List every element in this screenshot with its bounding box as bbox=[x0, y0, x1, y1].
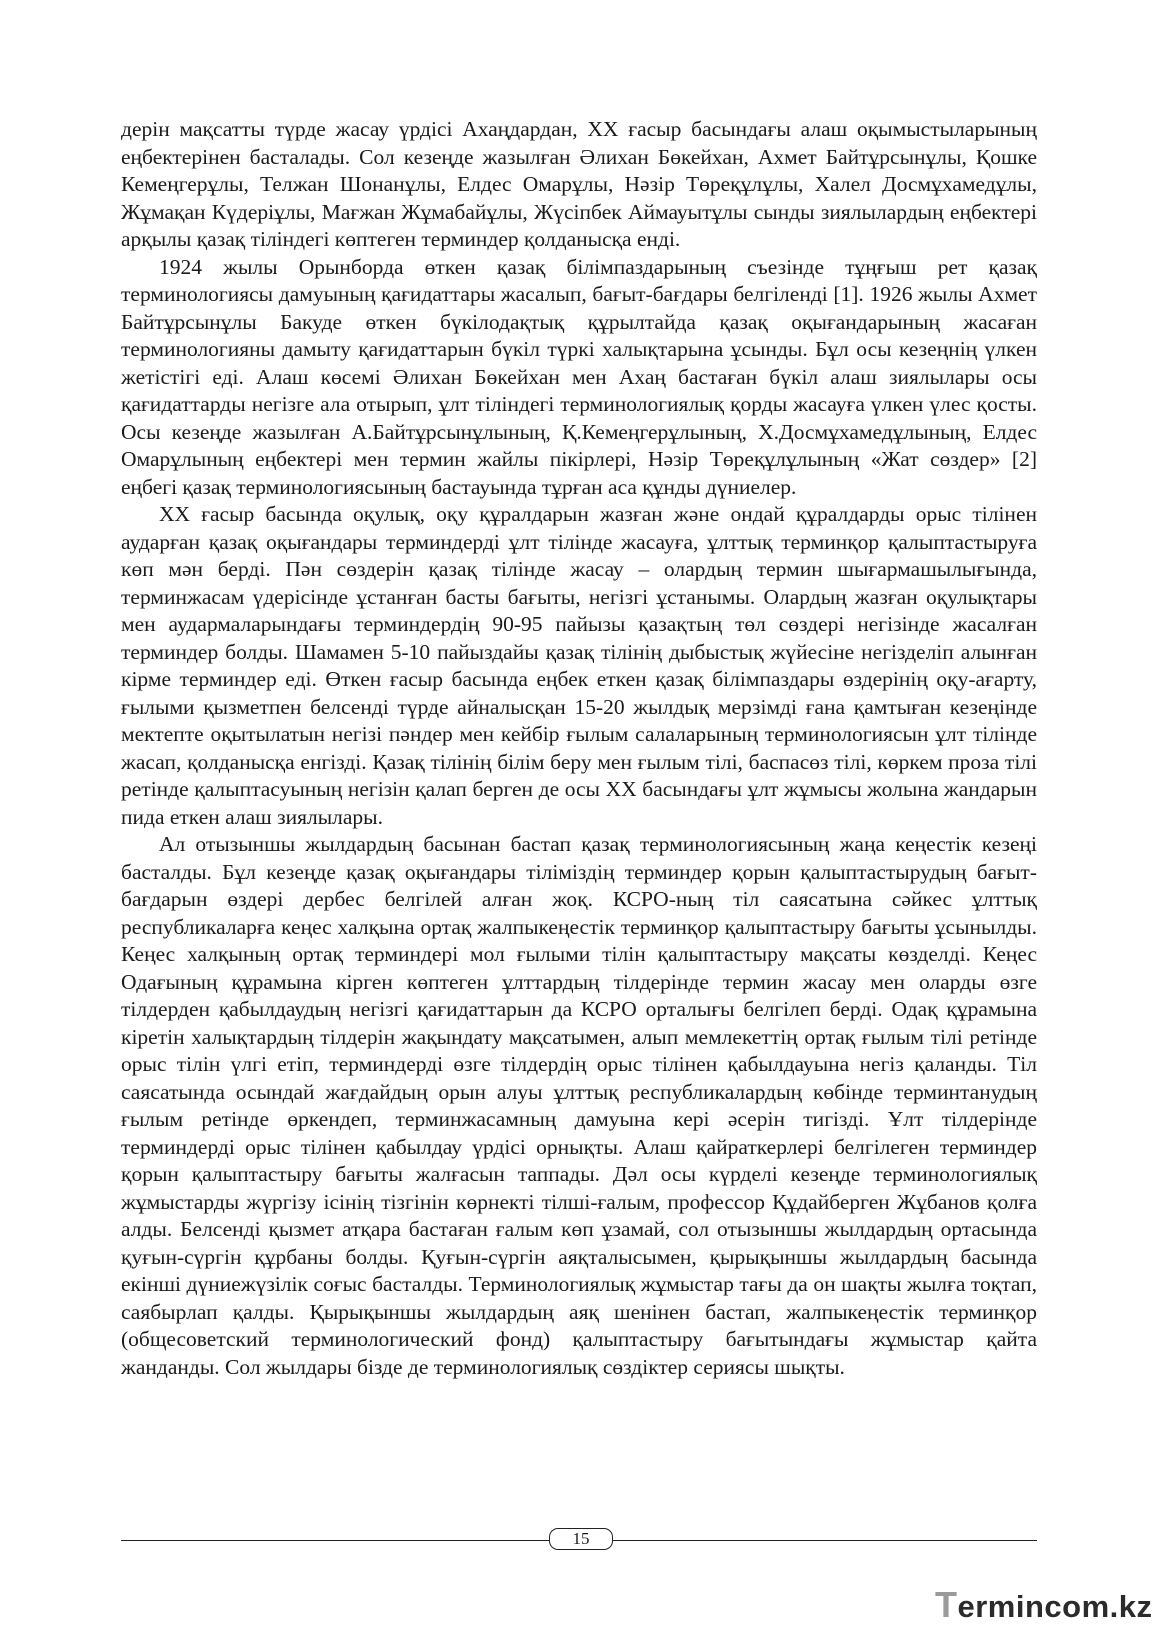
page-body bbox=[121, 116, 1037, 1381]
page-number: 15 bbox=[549, 1528, 613, 1550]
footer-rule-right bbox=[613, 1540, 1037, 1541]
watermark-t-icon: T bbox=[935, 1584, 958, 1625]
paragraph-2: 1924 жылы Орынборда өткен қазақ білімпаздарының съезінде тұңғыш рет қазақ терминологиясы дамуының қағидаттары жасалып, бағыт-бағдары белгіленді [1]. 1926 жылы Ахмет Байтұрсынұлы Бакуде өткен бүкілодақтық құрылтайда қазақ оқығандарының жасаған терминологияны дамыту қағидаттарын бүкіл түркі халықтарына ұсынды. Бұл осы кезеңнің үлкен жетістігі еді. Алаш көсемі Әлихан Бөкейхан мен Ахаң бастаған бүкіл алаш зиялылары осы қағидаттарды негізге ала отырып, ұлт тіліндегі терминологиялық қорды жасауға үлкен үлес қосты. Осы кезеңде жазылған А.Байтұрсынұлының, Қ.Кемеңгерұлының, Х.Досмұхамедұлының, Елдес Омарұлының еңбектері мен термин жайлы пікірлері, Нәзір Төреқұлұлының «Жат сөздер» [2] еңбегі қазақ терминологиясының бастауында тұрған аса құнды дүниелер. bbox=[121, 254, 1037, 499]
paragraph-4: Ал отызыншы жылдардың басынан бастап қазақ терминологиясының жаңа кеңестік кезеңі басталды. Бұл кезеңде қазақ оқығандары тіліміздің терминдер қорын қалыптастырудың бағыт-бағдарын өздері дербес белгілей алған жоқ. КСРО-ның тіл саясатына сәйкес ұлттық республикаларға кеңес халқына ортақ жалпыкеңестік терминқор қалыптастыру бағыты ұсынылды. Кеңес халқының ортақ терминдері мол ғылыми тілін қалыптастыру мақсаты көзделді. Кеңес Одағының құрамына кірген көптеген ұлттардың тілдерінде термин жасау мен оларды өзге тілдерден қабылдаудың негізгі қағидаттарын да КСРО орталығы белгілеп берді. Одақ құрамына кіретін халықтардың тілдерін жақындату мақсатымен, алып мемлекеттің ортақ ғылым тілі ретінде орыс тілін үлгі етіп, терминдерді өзге тілдердің орыс тілінен қабылдауына негіз қаланды. Тіл саясатында осындай жағдайдың орын алуы ұлттық республикалардың көбінде терминтанудың ғылым ретінде өркендеп, терминжасамның дамуына кері әсерін тигізді. Ұлт тілдерінде терминдерді орыс тілінен қабылдау үрдісі орнықты. Алаш қайраткерлері белгілеген терминдер қорын қалыптастыру бағыты жалғасын таппады. Дәл осы күрделі кезеңде терминологиялық жұмыстарды жүргізу ісінің тізгінін көрнекті тілші-ғалым, профессор Құдайберген Жұбанов қолға алды. Белсенді қызмет атқара бастаған ғалым көп ұзамай, сол отызыншы жылдардың ортасында қуғын-сүргін құрбаны болды. Қуғын-сүргін аяқталысымен, қырықыншы жылдардың басында екінші дүниежүзілік соғыс басталды. Терминологиялық жұмыстар тағы да он шақты жылға тоқтап, саябырлап қалды. Қырықыншы жылдардың аяқ шенінен бастап, жалпыкеңестік терминқор (общесоветский терминологический фонд) қалыптастыру бағытындағы жұмыстар қайта жанданды. Сол жылдары бізде де терминологиялық сөздіктер сериясы шықты. bbox=[121, 832, 1037, 1379]
site-watermark-logo bbox=[935, 1584, 1153, 1625]
footer-rule-left bbox=[121, 1540, 549, 1541]
paragraph-1: дерін мақсатты түрде жасау үрдісі Ахаңдардан, ХХ ғасыр басындағы алаш оқымыстыларының еңбектерінен басталады. Сол кезеңде жазылған Әлихан Бөкейхан, Ахмет Байтұрсынұлы, Қошке Кемеңгерұлы, Телжан Шонанұлы, Елдес Омарұлы, Нәзір Төреқұлұлы, Халел Досмұхамедұлы, Жұмақан Күдеріұлы, Мағжан Жұмабайұлы, Жүсіпбек Аймауытұлы сынды зиялылардың еңбектері арқылы қазақ тіліндегі көптеген терминдер қолданысқа енді. bbox=[121, 117, 1037, 251]
paragraph-3: ХХ ғасыр басында оқулық, оқу құралдарын жазған және ондай құралдарды орыс тілінен аударған қазақ оқығандары терминдерді ұлт тілінде жасауға, ұлттық терминқор қалыптастыруға көп мән берді. Пән сөздерін қазақ тілінде жасау – олардың термин шығармашылығында, терминжасам үдерісінде ұстанған басты бағыты, негізгі ұстанымы. Олардың жазған оқулықтары мен аудармаларындағы терминдердің 90-95 пайызы қазақтың төл сөздері негізінде жасалған терминдер болды. Шамамен 5-10 пайыздайы қазақ тілінің дыбыстық жүйесіне негізделіп алынған кірме терминдер еді. Өткен ғасыр басында еңбек еткен қазақ білімпаздары өздерінің оқу-ағарту, ғылыми қызметпен белсенді түрде айналысқан 15-20 жылдық мерзімді ғана қамтыған кезеңінде мектепте оқытылатын негізі пәндер мен кейбір ғылым салаларының терминологиясын ұлт тілінде жасап, қолданысқа енгізді. Қазақ тілінің білім беру мен ғылым тілі, баспасөз тілі, көркем проза тілі ретінде қалыптасуының негізін қалап берген де осы ХХ басындағы ұлт жұмысы жолына жандарын пида еткен алаш зиялылары. bbox=[121, 502, 1037, 829]
watermark-text: ermincom.kz bbox=[957, 1589, 1153, 1624]
